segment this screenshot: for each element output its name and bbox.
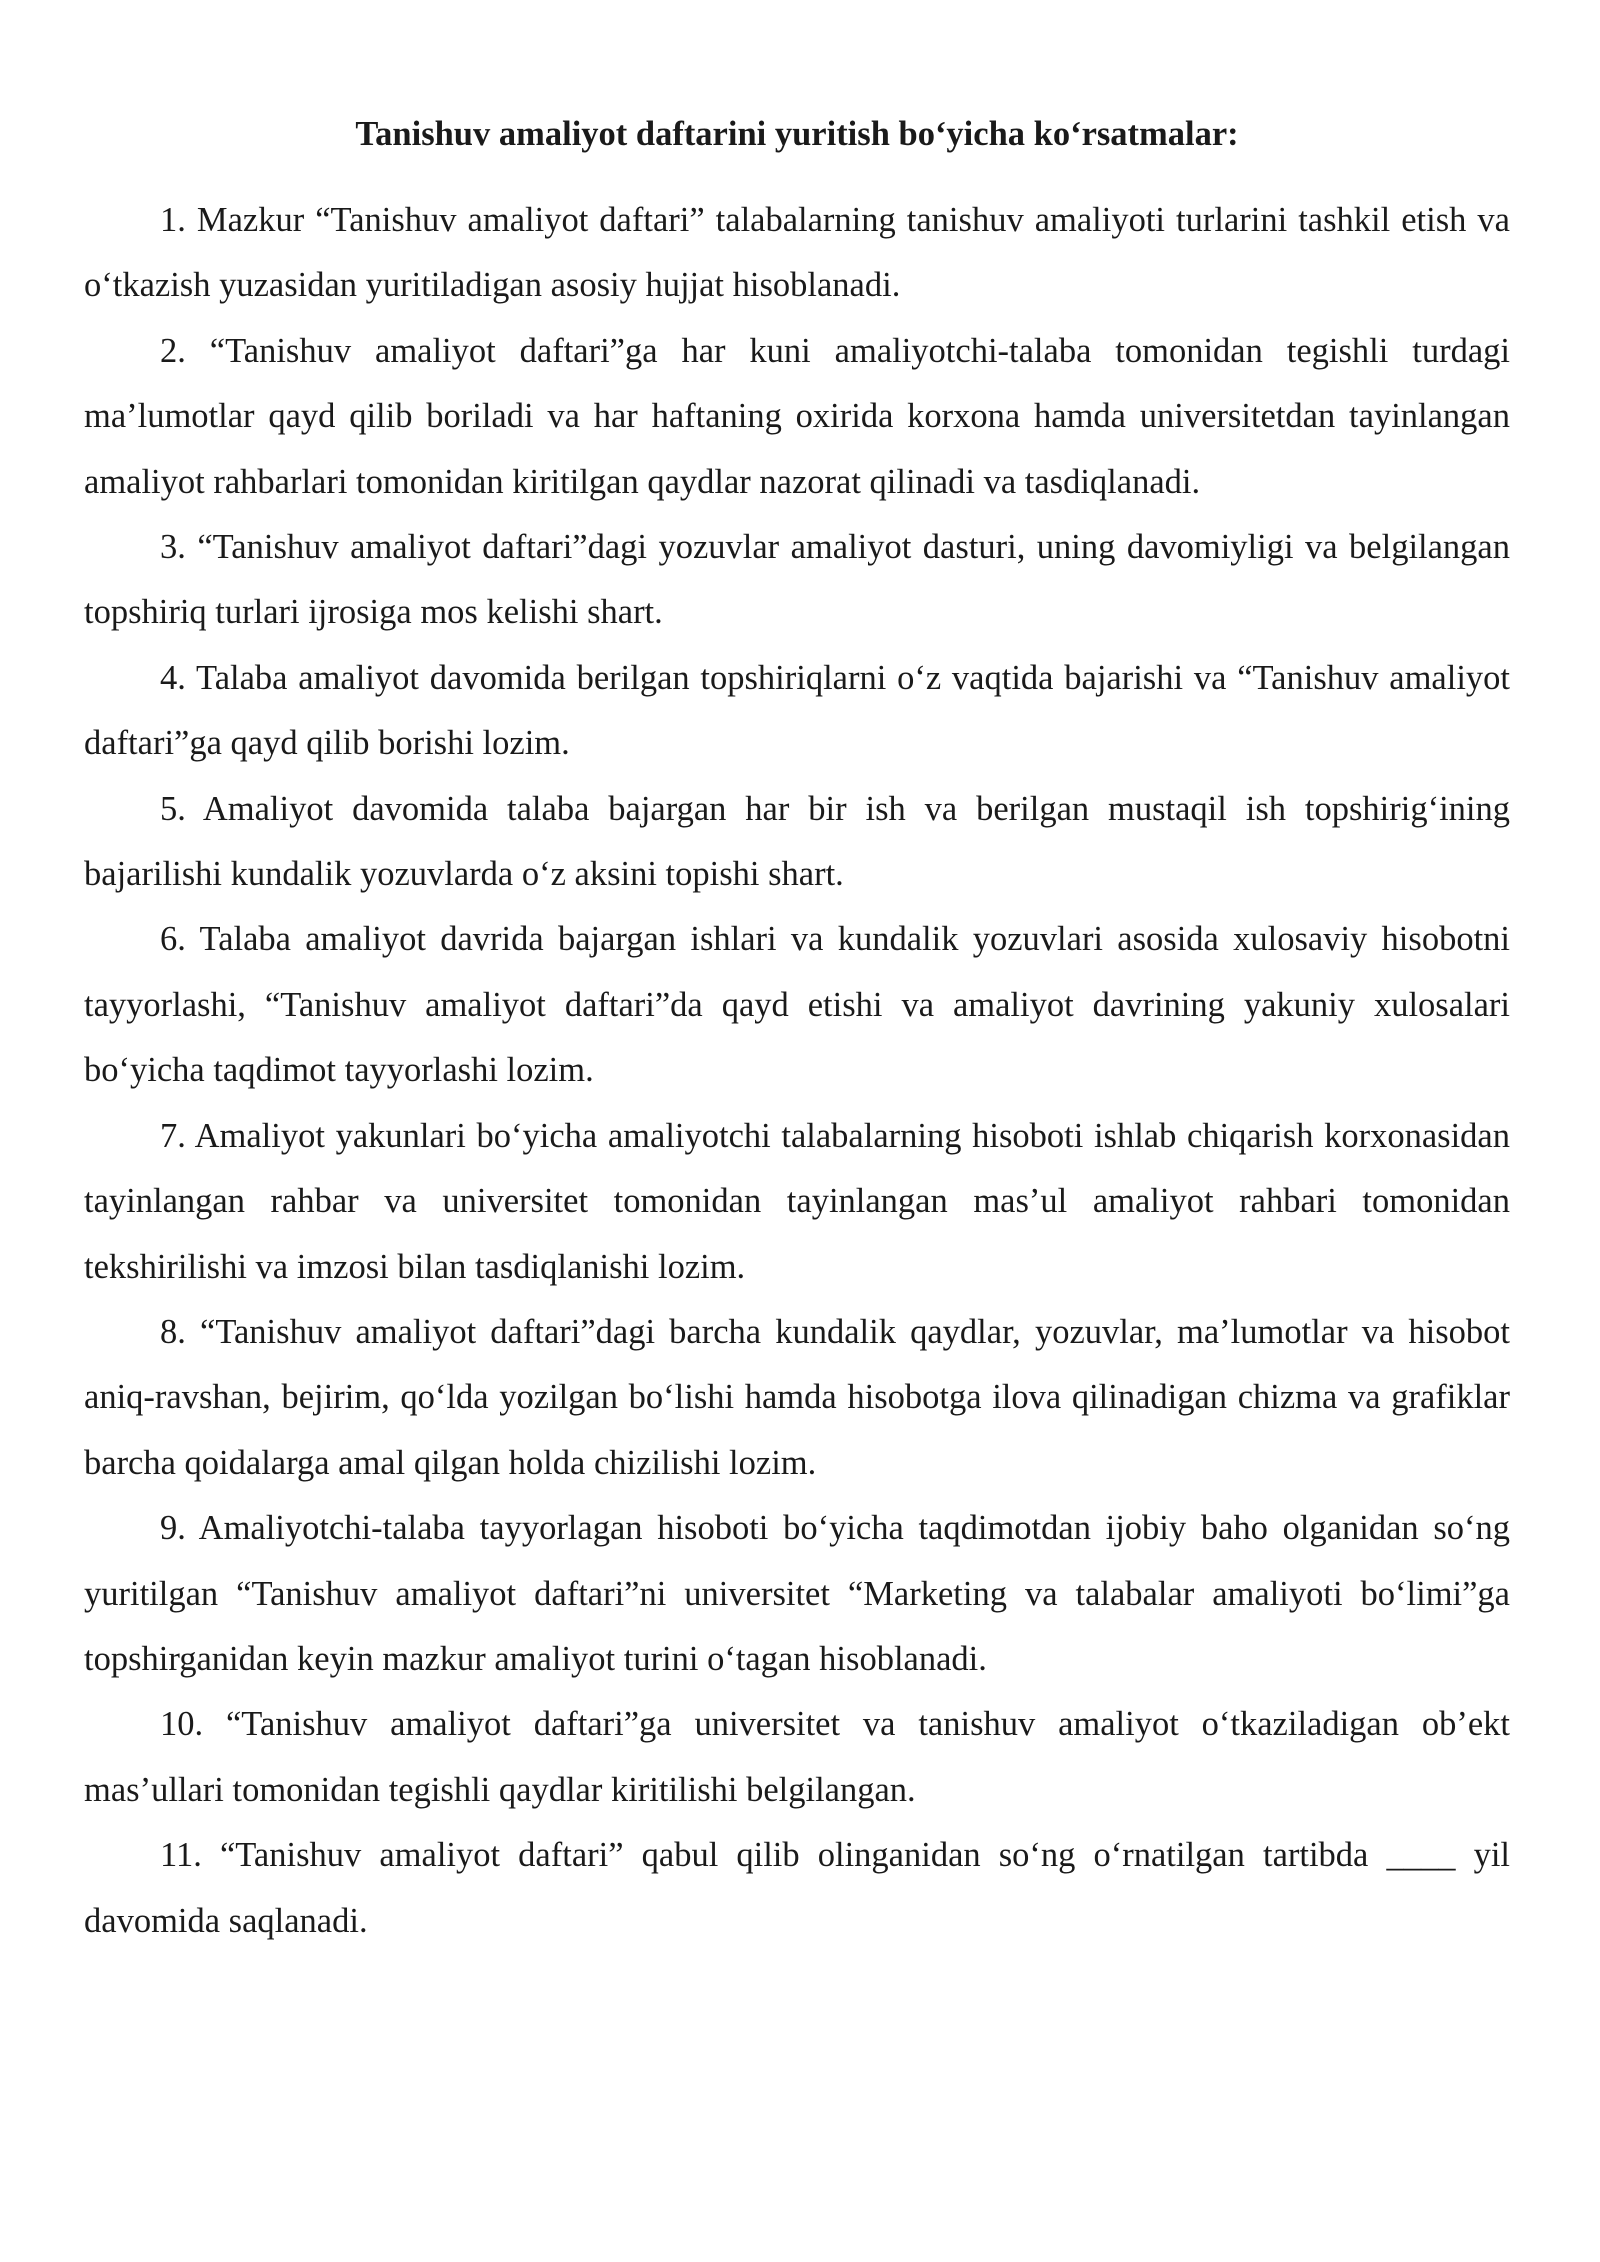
instruction-item-6: 6. Talaba amaliyot davrida bajargan ishlari va kundalik yozuvlari asosida xulosaviy hisobotni tayyorlashi, “Tanishuv amaliyot daftari”da qayd etishi va amaliyot davrining yakuniy xulosalari bo‘yicha taqdimot tayyorlashi lozim. [84,920,1510,1090]
document-title: Tanishuv amaliyot daftarini yuritish bo‘yicha ko‘rsatmalar: [355,115,1239,153]
instruction-item-8: 8. “Tanishuv amaliyot daftari”dagi barcha kundalik qaydlar, yozuvlar, ma’lumotlar va hisobot aniq-ravshan, bejirim, qo‘lda yozilgan bo‘lishi hamda hisobotga ilova qilinadigan chizma va grafiklar barcha qoidalarga amal qilgan holda chizilishi lozim. [84,1312,1510,1482]
instruction-item-10: 10. “Tanishuv amaliyot daftari”ga universitet va tanishuv amaliyot o‘tkaziladigan ob’ekt mas’ullari tomonidan tegishli qaydlar kiritilishi belgilangan. [84,1705,1510,1809]
instruction-item-1: 1. Mazkur “Tanishuv amaliyot daftari” talabalarning tanishuv amaliyoti turlarini tashkil etish va o‘tkazish yuzasidan yuritiladigan asosiy hujjat hisoblanadi. [84,201,1510,305]
instruction-item-9: 9. Amaliyotchi-talaba tayyorlagan hisoboti bo‘yicha taqdimotdan ijobiy baho olganidan so‘ng yuritilgan “Tanishuv amaliyot daftari”ni universitet “Marketing va talabalar amaliyoti bo‘limi”ga topshirganidan keyin mazkur amaliyot turini o‘tagan hisoblanadi. [84,1509,1510,1678]
instruction-item-3: 3. “Tanishuv amaliyot daftari”dagi yozuvlar amaliyot dasturi, uning davomiyligi va belgilangan topshiriq turlari ijrosiga mos kelishi shart. [84,528,1510,632]
instruction-item-4: 4. Talaba amaliyot davomida berilgan topshiriqlarni o‘z vaqtida bajarishi va “Tanishuv amaliyot daftari”ga qayd qilib borishi lozim. [84,658,1510,763]
document-page [84,110,1510,1954]
instruction-item-7: 7. Amaliyot yakunlari bo‘yicha amaliyotchi talabalarning hisoboti ishlab chiqarish korxonasidan tayinlangan rahbar va universitet tomonidan tayinlangan mas’ul amaliyot rahbari tomonidan tekshirilishi va imzosi bilan tasdiqlanishi lozim. [84,1116,1510,1286]
instruction-item-11: 11. “Tanishuv amaliyot daftari” qabul qilib olinganidan so‘ng o‘rnatilgan tartibda ____ yil davomida saqlanadi. [84,1836,1510,1940]
instruction-item-5: 5. Amaliyot davomida talaba bajargan har bir ish va berilgan mustaqil ish topshirig‘ining bajarilishi kundalik yozuvlarda o‘z aksini topishi shart. [84,789,1510,894]
instruction-item-2: 2. “Tanishuv amaliyot daftari”ga har kuni amaliyotchi-talaba tomonidan tegishli turdagi ma’lumotlar qayd qilib boriladi va har haftaning oxirida korxona hamda universitetdan tayinlangan amaliyot rahbarlari tomonidan kiritilgan qaydlar nazorat qilinadi va tasdiqlanadi. [84,331,1510,501]
